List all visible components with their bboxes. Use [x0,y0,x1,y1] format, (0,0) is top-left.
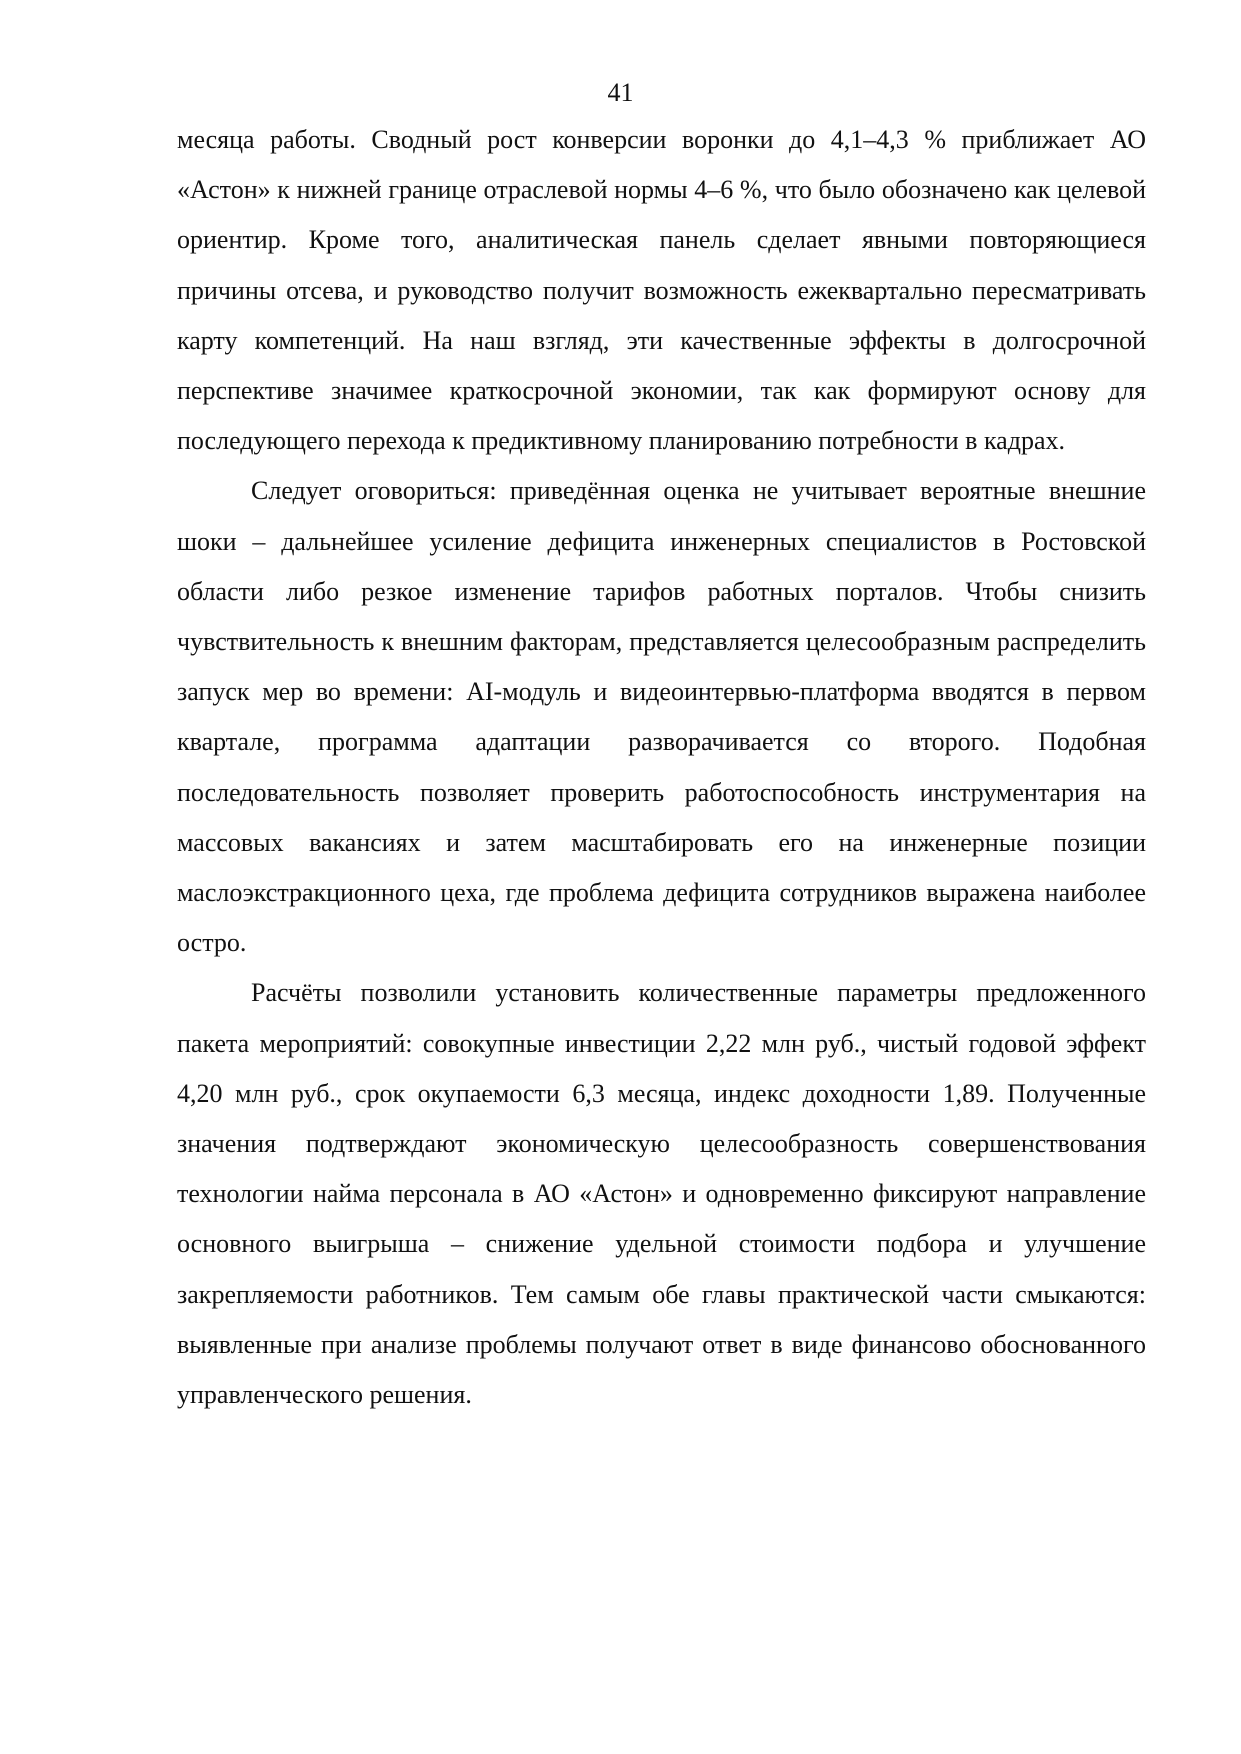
paragraph-conclusion: Расчёты позволили установить количественные параметры предложенного пакета мероприятий: совокупные инвестиции 2,22 млн руб., чистый годовой эффект 4,20 млн руб., срок окупаемости 6,3 месяца, индекс доходности 1,89. Полученные значения подтверждают экономическую целесообразность совершенствования технологии найма персонала в АО «Астон» и одновременно фиксируют направление основного выигрыша – снижение удельной стоимости подбора и улучшение закрепляемости работников. Тем самым обе главы практической части смыкаются: выявленные при анализе проблемы получают ответ в виде финансово обоснованного управленческого решения. [177,978,1146,1410]
page-number: 41 [607,78,634,107]
body-text [177,115,1146,1420]
paragraph-continuation: месяца работы. Сводный рост конверсии воронки до 4,1–4,3 % приближает АО «Астон» к нижней границе отраслевой нормы 4–6 %, что было обозначено как целевой ориентир. Кроме того, аналитическая панель сделает явными повторяющиеся причины отсева, и руководство получит возможность ежеквартально пересматривать карту компетенций. На наш взгляд, эти качественные эффекты в долгосрочной перспективе значимее краткосрочной экономии, так как формируют основу для последующего перехода к предиктивному планированию потребности в кадрах. [177,125,1146,456]
paragraph-risks: Следует оговориться: приведённая оценка не учитывает вероятные внешние шоки – дальнейшее усиление дефицита инженерных специалистов в Ростовской области либо резкое изменение тарифов работных порталов. Чтобы снизить чувствительность к внешним факторам, представляется целесообразным распределить запуск мер во времени: AI-модуль и видеоинтервью-платформа вводятся в первом квартале, программа адаптации разворачивается со второго. Подобная последовательность позволяет проверить работоспособность инструментария на массовых вакансиях и затем масштабировать его на инженерные позиции маслоэкстракционного цеха, где проблема дефицита сотрудников выражена наиболее остро. [177,476,1146,958]
